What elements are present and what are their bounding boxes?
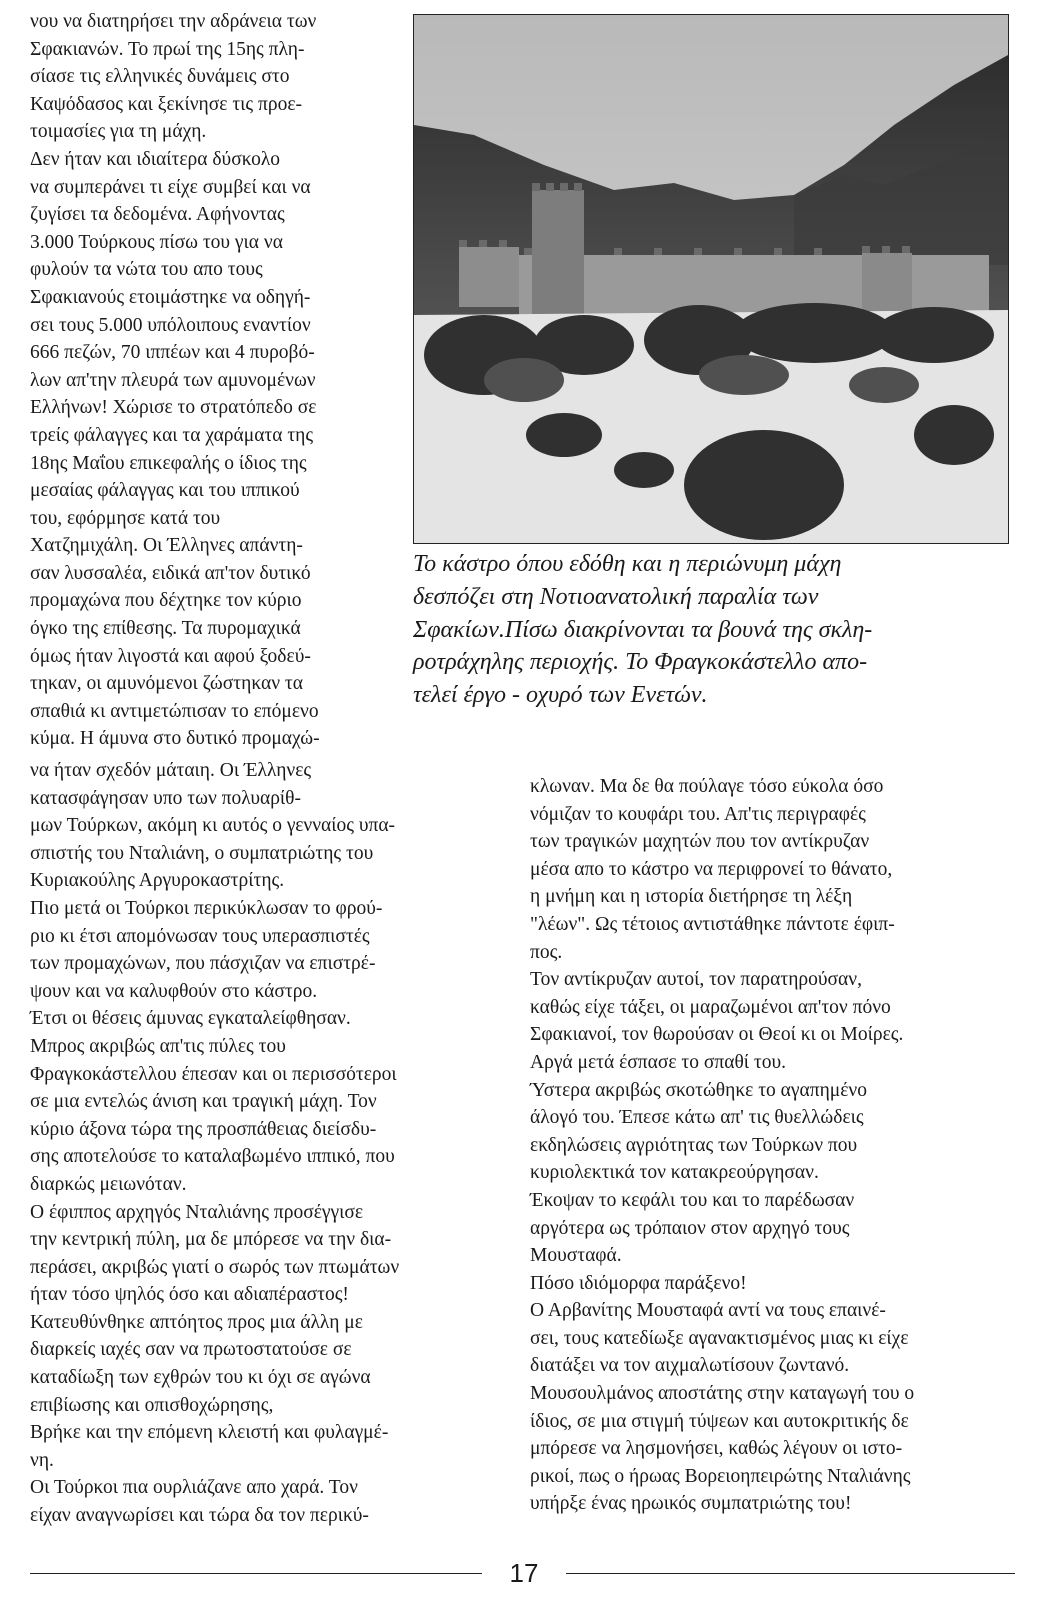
text-line: όμως ήταν λιγοστά και αφού ξοδεύ- xyxy=(30,645,311,667)
text-line: Σφακιανοί, τον θωρούσαν οι Θεοί κι οι Μοίρες. xyxy=(530,1024,904,1046)
text-line: ήταν τόσο ψηλός όσο και αδιαπέραστος! xyxy=(30,1284,349,1306)
text-line: εκδηλώσεις αγριότητας των Τούρκων που xyxy=(530,1134,858,1156)
text-line: Πιο μετά οι Τούρκοι περικύκλωσαν το φρού- xyxy=(30,897,383,919)
text-line: Μουσουλμάνος αποστάτης στην καταγωγή του ο xyxy=(530,1383,915,1405)
text-line: Αργά μετά έσπασε το σπαθί του. xyxy=(530,1051,787,1073)
text-line: μπόρεσε να λησμονήσει, καθώς λέγουν οι ιστο- xyxy=(530,1438,903,1460)
text-line: κλωναν. Μα δε θα πούλαγε τόσο εύκολα όσο xyxy=(530,776,884,797)
castle-west-tower xyxy=(459,247,519,307)
text-line: Ο Αρβανίτης Μουσταφά αντί να τους επαινέ- xyxy=(530,1300,886,1322)
text-line: καταδίωξη των εχθρών του κι όχι σε αγώνα xyxy=(30,1367,371,1389)
text-line: κατασφάγησαν υπο των πολυαρίθ- xyxy=(30,787,302,809)
text-line: Φραγκοκάστελλου έπεσαν και οι περισσότεροι xyxy=(30,1063,397,1085)
text-line: άλογό του. Έπεσε κάτω απ' τις θυελλώδεις xyxy=(530,1107,864,1129)
text-line: σαν λυσσαλέα, ειδικά απ'τον δυτικό xyxy=(30,562,311,584)
castle-main-tower xyxy=(532,190,584,315)
text-line: Μουσταφά. xyxy=(530,1245,622,1267)
article-column-top-left xyxy=(30,8,408,753)
text-line: διατάξει να τον αιχμαλωτίσουν ζωντανό. xyxy=(530,1355,850,1377)
text-line: προμαχώνα που δέχτηκε τον κύριο xyxy=(30,590,302,612)
text-line: ρικοί, πως ο ήρωας Βορειοηπειρώτης Νταλιάνης xyxy=(530,1465,911,1487)
text-line: όγκο της επίθεσης. Τα πυρομαχικά xyxy=(30,618,301,640)
caption-line: Το κάστρο όπου εδόθη και η περιώνυμη μάχη xyxy=(413,551,842,577)
castle-photo xyxy=(413,14,1009,544)
text-line: σει, τους κατεδίωξε αγανακτισμένος μιας κι είχε xyxy=(530,1327,909,1349)
article-column-bottom-left xyxy=(30,757,498,1530)
text-line: τρείς φάλαγγες και τα χαράματα της xyxy=(30,424,314,446)
text-line: των τραγικών μαχητών που τον αντίκρυζαν xyxy=(530,831,870,853)
text-line: Καψόδασος και ξεκίνησε τις προε- xyxy=(30,93,303,115)
text-line: 18ης Μαΐου επικεφαλής ο ίδιος της xyxy=(30,452,307,474)
text-line: περάσει, ακριβώς γιατί ο σωρός των πτωμάτων xyxy=(30,1256,400,1278)
text-line: "λέων". Ως τέτοιος αντιστάθηκε πάντοτε έφιπ- xyxy=(530,913,895,935)
text-line: σίασε τις ελληνικές δυνάμεις στο xyxy=(30,66,290,88)
text-line: Ο έφιππος αρχηγός Νταλιάνης προσέγγισε xyxy=(30,1201,364,1223)
text-line: μέσα απο το κάστρο να περιφρονεί το θάνατο, xyxy=(530,858,893,880)
text-line: Πόσο ιδιόμορφα παράξενο! xyxy=(530,1272,747,1294)
text-line: Χατζημιχάλη. Οι Έλληνες απάντη- xyxy=(30,535,303,557)
text-line: την κεντρική πύλη, μα δε μπόρεσε να την δια- xyxy=(30,1229,392,1251)
text-line: Έκοψαν το κεφάλι του και το παρέδωσαν xyxy=(530,1189,855,1211)
caption-line: τελεί έργο - οχυρό των Ενετών. xyxy=(413,682,708,709)
text-line: Οι Τούρκοι πια ουρλιάζανε απο χαρά. Τον xyxy=(30,1477,358,1499)
text-line: Κατευθύνθηκε απτόητος προς μια άλλη με xyxy=(30,1311,363,1333)
text-line: Μπρος ακριβώς απ'τις πύλες του xyxy=(30,1035,286,1057)
text-line: υπήρξε ένας ηρωικός συμπατριώτης του! xyxy=(530,1493,852,1515)
text-line: καθώς είχε τάξει, οι μαραζωμένοι απ'τον πόνο xyxy=(530,996,891,1018)
text-line: σε μια εντελώς άνιση και τραγική μάχη. Τον xyxy=(30,1091,377,1113)
text-line: τοιμασίες για τη μάχη. xyxy=(30,121,207,143)
text-line: νόμιζαν το κουφάρι του. Απ'τις περιγραφές xyxy=(530,803,866,825)
text-line: μεσαίας φάλαγγας και του ιππικού xyxy=(30,480,300,502)
text-line: η μνήμη και η ιστορία διετήρησε τη λέξη xyxy=(530,886,853,908)
castle-photo-illustration xyxy=(414,15,1008,543)
text-line: μων Τούρκων, ακόμη κι αυτός ο γενναίος υπα- xyxy=(30,815,396,837)
text-line: Δεν ήταν και ιδιαίτερα δύσκολο xyxy=(30,148,281,170)
text-line: να ήταν σχεδόν μάταιη. Οι Έλληνες xyxy=(30,760,312,781)
text-line: επιβίωσης και οπισθοχώρησης, xyxy=(30,1394,274,1416)
text-line: πος. xyxy=(530,941,563,963)
text-line: σης αποτελούσε το καταλαβωμένο ιππικό, που xyxy=(30,1146,395,1168)
text-line: ζυγίσει τα δεδομένα. Αφήνοντας xyxy=(30,204,285,226)
footer-rule-left xyxy=(30,1573,482,1574)
text-line: του, εφόρμησε κατά του xyxy=(30,507,221,529)
text-line: διαρκείς ιαχές σαν να πρωτοστατούσε σε xyxy=(30,1339,352,1361)
text-line: φυλούν τα νώτα του απο τους xyxy=(30,259,263,281)
text-line: ίδιος, σε μια στιγμή τύψεων και αυτοκριτικής δε xyxy=(530,1410,909,1432)
text-line: Έτσι οι θέσεις άμυνας εγκαταλείφθησαν. xyxy=(30,1008,351,1030)
photo-caption xyxy=(413,548,1013,712)
page-footer xyxy=(30,1558,1015,1588)
text-line: Κυριακούλης Αργυροκαστρίτης. xyxy=(30,870,285,892)
text-line: αργότερα ως τρόπαιον στον αρχηγό τους xyxy=(530,1217,850,1239)
text-line: νη. xyxy=(30,1449,54,1471)
text-line: κύριο άξονα τώρα της προσπάθειας διείσδυ- xyxy=(30,1118,377,1140)
text-line: να συμπεράνει τι είχε συμβεί και να xyxy=(30,176,311,198)
text-line: ψουν και να καλυφθούν στο κάστρο. xyxy=(30,980,318,1002)
text-line: των προμαχώνων, που πάσχιζαν να επιστρέ- xyxy=(30,953,376,975)
text-line: Σφακιανούς ετοιμάστηκε να οδηγή- xyxy=(30,286,311,308)
text-line: σει τους 5.000 υπόλοιπους εναντίον xyxy=(30,314,311,336)
text-line: είχαν αναγνωρίσει και τώρα δα τον περικύ- xyxy=(30,1505,369,1527)
text-line: σπαθιά κι αντιμετώπισαν το επόμενο xyxy=(30,700,319,722)
castle-wall xyxy=(519,255,989,315)
caption-line: ροτράχηλης περιοχής. Το Φραγκοκάστελλο απο- xyxy=(413,649,868,676)
text-line: 666 πεζών, 70 ιππέων και 4 πυροβό- xyxy=(30,342,315,364)
caption-line: Σφακίων.Πίσω διακρίνονται τα βουνά της σκλη- xyxy=(413,616,873,643)
text-line: Βρήκε και την επόμενη κλειστή και φυλαγμέ- xyxy=(30,1422,389,1444)
text-line: Σφακιανών. Το πρωί της 15ης πλη- xyxy=(30,38,305,60)
text-line: 3.000 Τούρκους πίσω του για να xyxy=(30,231,283,253)
text-line: τηκαν, οι αμυνόμενοι ζώστηκαν τα xyxy=(30,673,303,695)
text-line: σπιστής του Νταλιάνη, ο συμπατριώτης του xyxy=(30,842,374,864)
text-line: λων απ'την πλευρά των αμυνομένων xyxy=(30,369,316,391)
text-line: κυριολεκτικά τον κατακρεούργησαν. xyxy=(530,1162,819,1184)
text-line: διαρκώς μειωνόταν. xyxy=(30,1173,187,1195)
text-line: Ύστερα ακριβώς σκοτώθηκε το αγαπημένο xyxy=(530,1079,867,1101)
text-line: κύμα. Η άμυνα στο δυτικό προμαχώ- xyxy=(30,728,320,750)
text-line: νου να διατηρήσει την αδράνεια των xyxy=(30,11,317,32)
text-line: Τον αντίκρυζαν αυτοί, τον παρατηρούσαν, xyxy=(530,969,862,991)
caption-line: δεσπόζει στη Νοτιοανατολική παραλία των xyxy=(413,583,819,610)
page-number: 17 xyxy=(509,1558,539,1588)
article-column-right xyxy=(530,773,1010,1518)
text-line: Ελλήνων! Χώρισε το στρατόπεδο σε xyxy=(30,397,317,419)
footer-rule-right xyxy=(566,1573,1015,1574)
text-line: ριο κι έτσι απομόνωσαν τους υπερασπιστές xyxy=(30,925,370,947)
